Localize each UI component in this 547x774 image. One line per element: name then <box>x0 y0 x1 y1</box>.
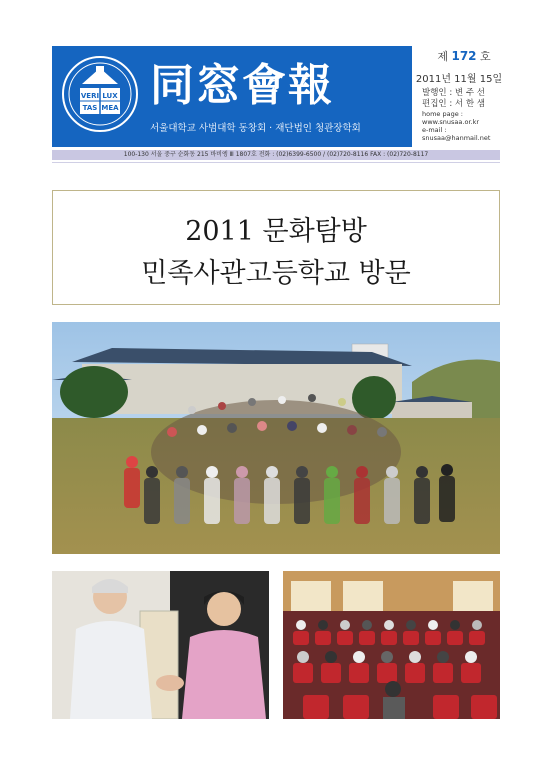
address-bar: 100-130 서울 중구 순화동 215 바비엥 Ⅲ 1807호 전화 : (02)6399-6500 / (02)720-8116 FAX : (02)720-8117 <box>52 150 500 160</box>
credits-block <box>422 88 512 142</box>
auditorium-photo <box>283 571 500 719</box>
headline-line-1: 2011 문화탐방 <box>185 216 367 247</box>
headline-line-2: 민족사관고등학교 방문 <box>141 258 411 289</box>
email-link[interactable]: snusaa@hanmail.net <box>422 134 491 142</box>
seal-text-1: VERI <box>80 92 100 100</box>
issue-date: 2011년 11월 15일 <box>415 74 503 85</box>
editor-line: 편집인 : 서 한 샘 <box>422 99 485 109</box>
homepage-label: home page : <box>422 110 463 118</box>
issue-suffix: 호 <box>480 50 491 63</box>
newsletter-title: 同窓會報 <box>150 60 334 111</box>
email-label: e-mail : <box>422 126 447 134</box>
group-photo <box>52 322 500 554</box>
masthead-banner <box>52 46 412 147</box>
publisher-subtitle: 서울대학교 사범대학 동창회 · 재단법인 청관장학회 <box>150 123 361 134</box>
issue-prefix: 제 <box>437 50 448 63</box>
headline-box <box>52 190 500 305</box>
university-seal-icon <box>60 54 140 134</box>
seal-text-3: TAS <box>82 104 98 112</box>
handshake-photo <box>52 571 269 719</box>
seal-text-2: LUX <box>102 92 118 100</box>
divider <box>52 162 500 163</box>
publisher-line: 발행인 : 변 주 선 <box>422 88 485 98</box>
issue-number <box>424 48 504 64</box>
homepage-link[interactable]: www.snusaa.or.kr <box>422 118 480 126</box>
issue-value: 172 <box>451 49 477 63</box>
seal-text-4: MEA <box>101 104 119 112</box>
